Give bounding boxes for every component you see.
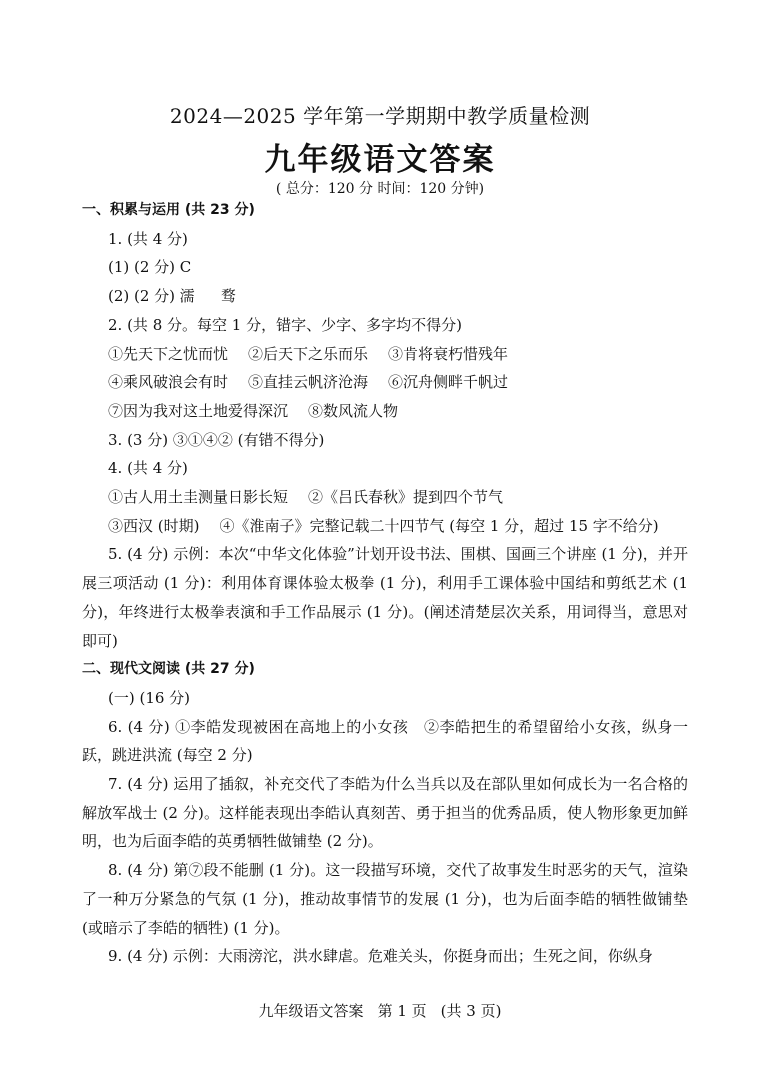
answer-item: ①先天下之忧而忧 xyxy=(108,344,229,363)
question-2-row-2 xyxy=(82,368,688,397)
reading-part-1: (一) (16 分) xyxy=(108,688,191,707)
question-8: 8. (4 分) 第⑦段不能删 (1 分)。这一段描写环境，交代了故事发生时恶劣的天气，渲染了一种万分紧急的气氛 (1 分)，推动故事情节的发展 (1 分)，也为后面李皓的牺牲做铺垫 (或暗示了李皓的牺牲) (1 分)。 xyxy=(82,861,688,937)
question-2-row-1 xyxy=(82,340,688,369)
section-heading-1: 一、积累与运用 (共 23 分) xyxy=(82,202,255,218)
page-footer xyxy=(0,1000,760,1021)
answer-content xyxy=(82,196,688,971)
question-4-row-1 xyxy=(82,483,688,512)
footer-page-total: (共 3 页) xyxy=(440,1002,502,1020)
question-3: 3. (3 分) ③①④② (有错不得分) xyxy=(108,430,325,449)
answer-item: ③肯将衰朽惜残年 xyxy=(388,344,509,363)
question-1-part-2 xyxy=(82,282,688,311)
answer-item: ⑦因为我对这土地爱得深沉 xyxy=(108,401,289,420)
section-heading-2: 二、现代文阅读 (共 27 分) xyxy=(82,661,255,678)
question-5: 5. (4 分) 示例：本次“中华文化体验”计划开设书法、围棋、国画三个讲座 (1 分)，并开展三项活动 (1 分)：利用体育课体验太极拳 (1 分)，利用手工课体验中国结和剪纸艺术 (1 分)，年终进行太极拳表演和手工作品展示 (1 分)。(阐述清楚层次关系，用词得当，意思对即可) xyxy=(82,545,688,650)
question-7: 7. (4 分) 运用了插叙，补充交代了李皓为什么当兵以及在部队里如何成长为一名合格的解放军战士 (2 分)。这样能表现出李皓认真刻苦、勇于担当的优秀品质，使人物形象更加鲜明，也为后面李皓的英勇牺牲做铺垫 (2 分)。 xyxy=(82,775,688,851)
answer-item: ⑥沉舟侧畔千帆过 xyxy=(388,373,509,392)
answer-item: ④《淮南子》完整记载二十四节气 (每空 1 分，超过 15 字不给分) xyxy=(219,516,659,535)
question-6: 6. (4 分) ①李皓发现被困在高地上的小女孩 ②李皓把生的希望留给小女孩，纵身一跃，跳进洪流 (每空 2 分) xyxy=(82,717,688,765)
question-2-row-3 xyxy=(82,397,688,426)
question-1-part-2-label: (2) (2 分) 濡 xyxy=(108,287,195,306)
answer-item: ⑧数风流人物 xyxy=(308,401,399,420)
question-4-row-2 xyxy=(82,512,688,541)
answer-item: ④乘风破浪会有时 xyxy=(108,373,229,392)
footer-doc-name: 九年级语文答案 xyxy=(258,1002,364,1020)
question-2: 2. (共 8 分。每空 1 分，错字、少字、多字均不得分) xyxy=(108,315,462,334)
footer-page-number: 第 1 页 xyxy=(377,1002,427,1020)
answer-key-title: 九年级语文答案 xyxy=(264,142,496,178)
answer-item: ①古人用土圭测量日影长短 xyxy=(108,488,289,507)
answer-item: ③西汉 (时期) xyxy=(108,516,200,535)
exam-title: 2024—2025 学年第一学期期中教学质量检测 xyxy=(169,104,591,128)
answer-item: ⑤直挂云帆济沧海 xyxy=(248,373,369,392)
question-9: 9. (4 分) 示例：大雨滂沱，洪水肆虐。危难关头，你挺身而出；生死之间，你纵身 xyxy=(108,947,653,966)
question-1: 1. (共 4 分) xyxy=(108,229,188,248)
question-1-part-1: (1) (2 分) C xyxy=(108,258,192,277)
question-1-part-2-answer: 骛 xyxy=(220,287,236,306)
exam-info: ( 总分：120 分 时间：120 分钟) xyxy=(275,181,485,197)
question-4: 4. (共 4 分) xyxy=(108,459,188,478)
answer-item: ②后天下之乐而乐 xyxy=(248,344,369,363)
answer-item: ②《吕氏春秋》提到四个节气 xyxy=(308,488,504,507)
